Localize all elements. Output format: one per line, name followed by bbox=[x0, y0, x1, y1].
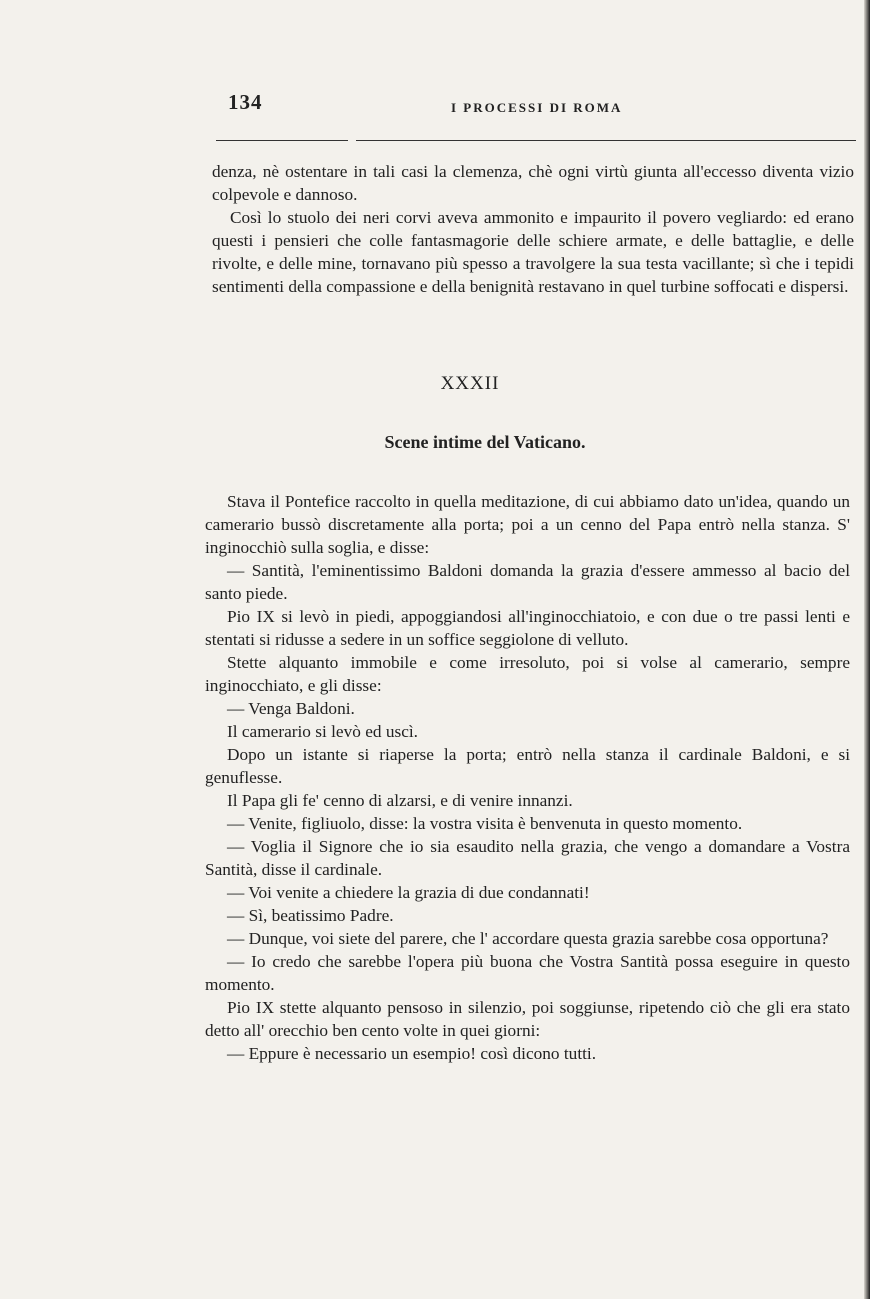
paragraph: Dopo un istante si riaperse la porta; entrò nella stanza il cardinale Baldoni, e si genuflesse. bbox=[205, 745, 850, 787]
page-header bbox=[228, 90, 828, 120]
page-number: 134 bbox=[228, 90, 263, 114]
page-edge-shadow bbox=[864, 0, 870, 1299]
chapter-body bbox=[205, 490, 850, 1065]
running-head: I PROCESSI DI ROMA bbox=[451, 100, 623, 115]
paragraph: Così lo stuolo dei neri corvi aveva ammonito e impaurito il povero vegliardo: ed erano questi i pensieri che colle fantasmagorie delle schiere armate, e delle battaglie, e delle rivolte, e delle mine, tornavano più spesso a travolgere la sua testa vacillante; sì che i tepidi sentimenti della compassione e della benignità restavano in quel turbine soffocati e dispersi. bbox=[212, 208, 854, 296]
dialogue-line: — Venga Baldoni. bbox=[227, 699, 355, 718]
paragraph: Il camerario si levò ed uscì. bbox=[227, 722, 418, 741]
intro-text bbox=[212, 160, 854, 298]
dialogue-line: — Eppure è necessario un esempio! così dicono tutti. bbox=[227, 1044, 597, 1063]
dialogue-line: — Santità, l'eminentissimo Baldoni domanda la grazia d'essere ammesso al bacio del santo piede. bbox=[205, 561, 850, 603]
header-rule-left bbox=[216, 140, 348, 141]
dialogue-line: — Venite, figliuolo, disse: la vostra visita è benvenuta in questo momento. bbox=[227, 814, 743, 833]
paragraph: Il Papa gli fe' cenno di alzarsi, e di venire innanzi. bbox=[227, 791, 573, 810]
chapter-number: XXXII bbox=[440, 373, 500, 394]
header-rule-right bbox=[356, 140, 856, 141]
dialogue-line: — Io credo che sarebbe l'opera più buona che Vostra Santità possa eseguire in questo momento. bbox=[205, 952, 850, 994]
dialogue-line: — Voi venite a chiedere la grazia di due condannati! bbox=[227, 883, 590, 902]
dialogue-line: — Sì, beatissimo Padre. bbox=[227, 906, 394, 925]
paragraph: denza, nè ostentare in tali casi la clemenza, chè ogni virtù giunta all'eccesso diventa vizio colpevole e dannoso. bbox=[212, 162, 854, 204]
paragraph: Pio IX si levò in piedi, appoggiandosi all'inginocchiatoio, e con due o tre passi lenti e stentati si ridusse a sedere in un soffice seggiolone di velluto. bbox=[205, 607, 850, 649]
paragraph: Stette alquanto immobile e come irresoluto, poi si volse al camerario, sempre inginocchiato, e gli disse: bbox=[205, 653, 850, 695]
dialogue-line: — Dunque, voi siete del parere, che l' accordare questa grazia sarebbe cosa opportuna? bbox=[227, 929, 829, 948]
paragraph: Pio IX stette alquanto pensoso in silenzio, poi soggiunse, ripetendo ciò che gli era stato detto all' orecchio ben cento volte in quei giorni: bbox=[205, 998, 850, 1040]
chapter-title: Scene intime del Vaticano. bbox=[384, 432, 586, 452]
dialogue-line: — Voglia il Signore che io sia esaudito nella grazia, che vengo a domandare a Vostra Santità, disse il cardinale. bbox=[205, 837, 850, 879]
paragraph: Stava il Pontefice raccolto in quella meditazione, di cui abbiamo dato un'idea, quando un camerario bussò discretamente alla porta; poi a un cenno del Papa entrò nella stanza. S' inginocchiò sulla soglia, e disse: bbox=[205, 492, 850, 557]
